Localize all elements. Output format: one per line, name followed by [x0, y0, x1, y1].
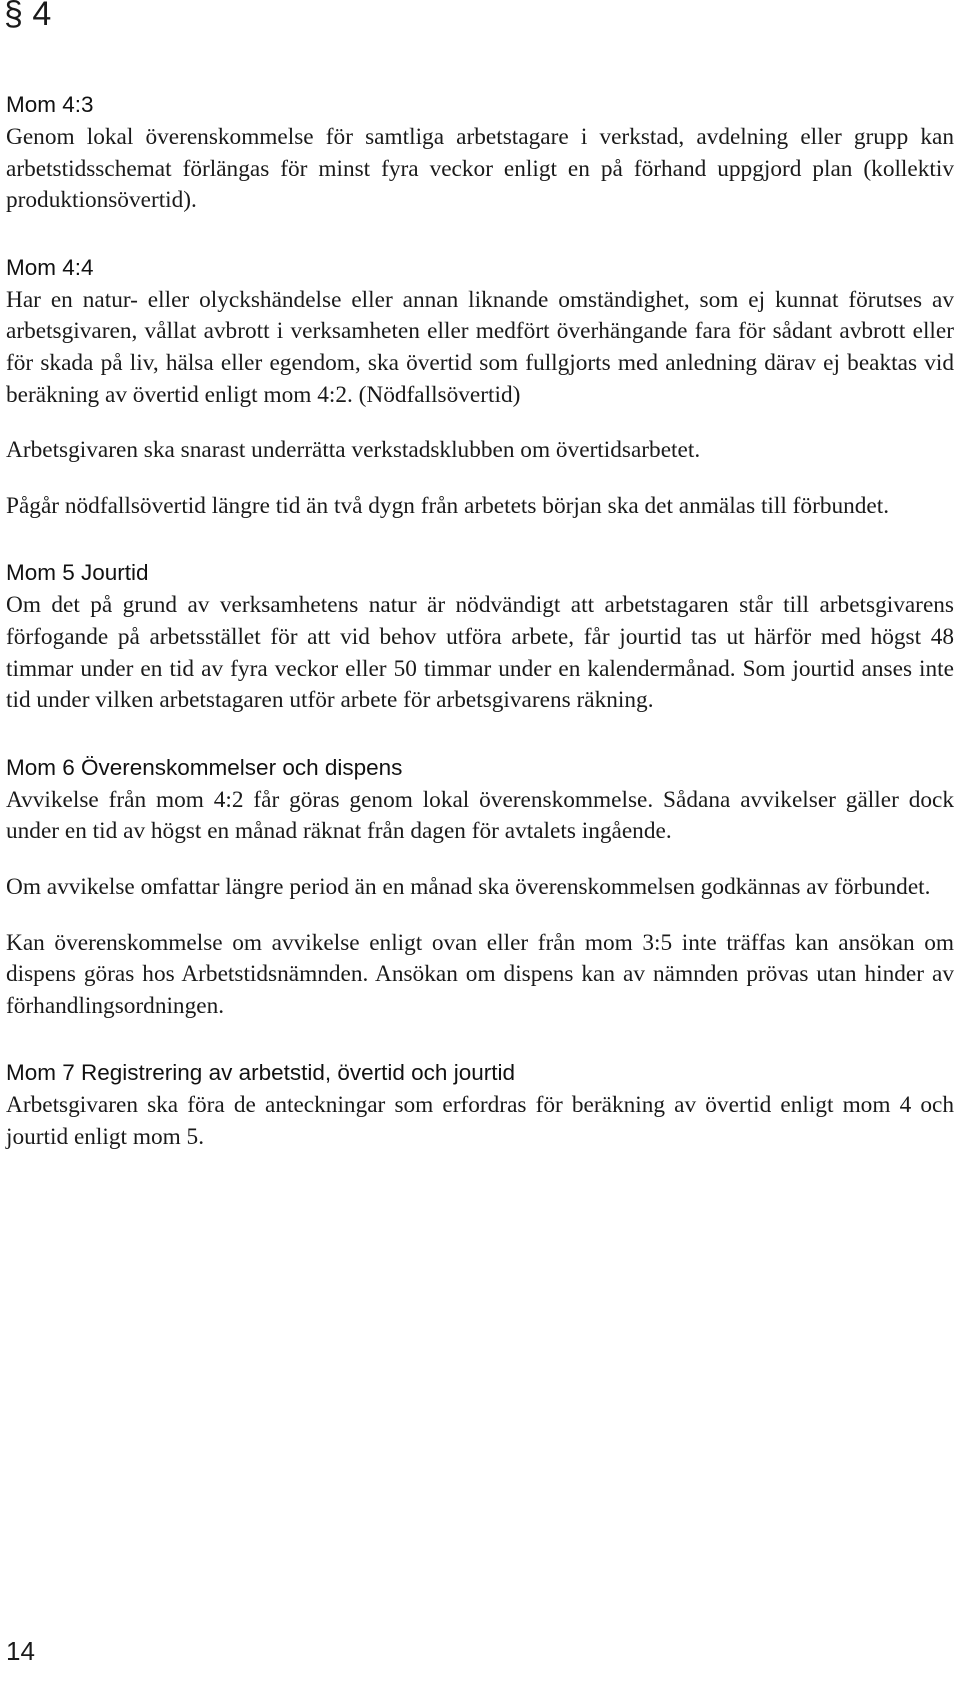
section-mom-5 — [6, 556, 954, 716]
paragraph: Pågår nödfallsövertid längre tid än två dygn från arbetets början ska det anmälas till förbundet. — [6, 492, 890, 519]
spacer — [6, 467, 954, 491]
section-heading: Mom 4:4 — [6, 254, 94, 280]
section-mom-4-4 — [6, 251, 954, 523]
page-number: 14 — [6, 1636, 35, 1666]
spacer — [6, 904, 954, 928]
section-mom-4-3 — [6, 88, 954, 217]
paragraph: Om det på grund av verksamhetens natur är nödvändigt att arbetstagaren står till arbetsgivarens förfogande på arbetsstället för att vid behov utföra arbete, får jourtid tas ut härför med högst 48 timmar under en tid av fyra veckor eller 50 timmar under en kalendermånad. Som jourtid anses inte tid under vilken arbetstagaren utför arbete för arbetsgivarens räkning. — [6, 592, 954, 714]
paragraph: Arbetsgivaren ska föra de anteckningar som erfordras för beräkning av övertid enligt mom 4 och jourtid enligt mom 5. — [6, 1092, 954, 1150]
paragraph: Arbetsgivaren ska snarast underrätta verkstadsklubben om övertidsarbetet. — [6, 437, 701, 464]
spacer — [6, 217, 954, 251]
document-body — [6, 88, 954, 1153]
paragraph: Avvikelse från mom 4:2 får göras genom lokal överenskommelse. Sådana avvikelser gäller dock under en tid av högst en månad räknat från dagen för avtalets ingående. — [6, 786, 954, 845]
section-heading: Mom 4:3 — [6, 92, 94, 117]
paragraph: Om avvikelse omfattar längre period än en månad ska överenskommelsen godkännas av förbundet. — [6, 873, 931, 900]
paragraph: Genom lokal överenskommelse för samtliga arbetstagare i verkstad, avdelning eller grupp kan arbetstidsschemat förlängas för minst fyra veckor enligt en på förhand uppgjord plan (kollektiv produktionsövertid). — [6, 124, 954, 214]
spacer — [6, 1022, 954, 1056]
spacer — [6, 522, 954, 556]
section-heading: Mom 5 Jourtid — [6, 560, 149, 586]
paragraph: Kan överenskommelse om avvikelse enligt ovan eller från mom 3:5 inte träffas kan ansökan om dispens göras hos Arbetstidsnämnden. Ansökan om dispens kan av nämnden prövas utan hinder av förhandlingsordningen. — [6, 929, 954, 1019]
section-heading: Mom 6 Överenskommelser och dispens — [6, 754, 403, 780]
section-heading: Mom 7 Registrering av arbetstid, övertid och jourtid — [6, 1060, 515, 1086]
spacer — [6, 848, 954, 872]
section-mark: § 4 — [4, 0, 52, 33]
section-mom-6 — [6, 751, 954, 1023]
paragraph: Har en natur- eller olyckshändelse eller annan liknande omständighet, som ej kunnat förutses av arbetsgivaren, vållat avbrott i verksamheten eller medfört överhängande fara för sådant avbrott eller för skada på liv, hälsa eller egendom, ska övertid som fullgjorts med anledning därav ej beaktas vid beräkning av övertid enligt mom 4:2. (Nödfallsövertid) — [6, 286, 954, 408]
spacer — [6, 411, 954, 435]
spacer — [6, 717, 954, 751]
section-mom-7 — [6, 1056, 954, 1153]
